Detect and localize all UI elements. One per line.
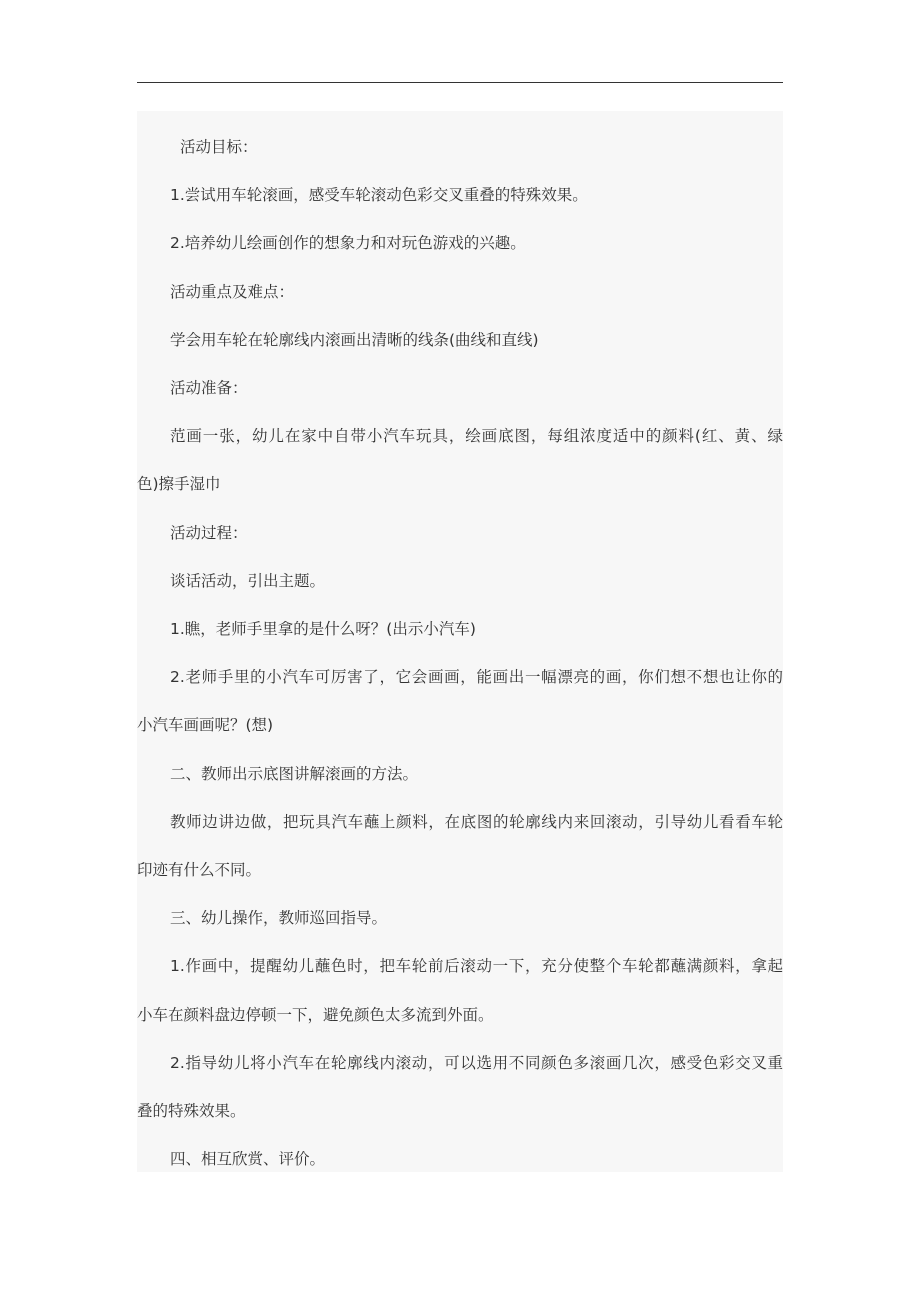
header-rule [137, 82, 783, 83]
preparation-line-2: 色)擦手湿巾 [137, 475, 221, 494]
section-four-heading: 四、相互欣赏、评价。 [170, 1150, 326, 1169]
process-step-2-line-2: 小汽车画画呢？(想) [137, 716, 274, 735]
document-content [137, 123, 783, 1183]
section-two-line-2: 印迹有什么不同。 [137, 861, 262, 880]
preparation-line-1: 范画一张，幼儿在家中自带小汽车玩具，绘画底图，每组浓度适中的颜料(红、黄、绿 [170, 427, 783, 446]
section-two-line-1: 教师边讲边做，把玩具汽车蘸上颜料，在底图的轮廓线内来回滚动，引导幼儿看看车轮 [170, 812, 783, 831]
heading-objectives: 活动目标： [180, 138, 258, 156]
section-two-heading: 二、教师出示底图讲解滚画的方法。 [170, 764, 419, 783]
preparation-text [137, 412, 783, 508]
process-intro: 谈话活动，引出主题。 [170, 571, 326, 590]
section-three-step-1 [137, 942, 783, 1038]
section-three-step-1-line-2: 小车在颜料盘边停顿一下，避免颜色太多流到外面。 [137, 1005, 494, 1024]
document-body [137, 111, 783, 1172]
heading-preparation: 活动准备： [170, 379, 248, 398]
objective-2: 2.培养幼儿绘画创作的想象力和对玩色游戏的兴趣。 [170, 234, 526, 253]
section-three-step-1-line-1: 1.作画中，提醒幼儿蘸色时，把车轮前后滚动一下，充分使整个车轮都蘸满颜料，拿起 [170, 957, 783, 976]
process-step-2 [137, 653, 783, 749]
section-three-heading: 三、幼儿操作，教师巡回指导。 [170, 909, 388, 928]
section-three-step-2-line-2: 叠的特殊效果。 [137, 1102, 246, 1121]
section-three-step-2-line-1: 2.指导幼儿将小汽车在轮廓线内滚动，可以选用不同颜色多滚画几次，感受色彩交叉重 [170, 1053, 783, 1072]
heading-process: 活动过程： [170, 523, 248, 542]
key-point: 学会用车轮在轮廓线内滚画出清晰的线条(曲线和直线) [170, 330, 539, 349]
section-two-text [137, 798, 783, 894]
process-step-2-line-1: 2.老师手里的小汽车可厉害了，它会画画，能画出一幅漂亮的画，你们想不想也让你的 [170, 668, 783, 687]
process-step-1: 1.瞧，老师手里拿的是什么呀？(出示小汽车) [170, 620, 476, 639]
objective-1: 1.尝试用车轮滚画，感受车轮滚动色彩交叉重叠的特殊效果。 [170, 186, 588, 205]
heading-key-points: 活动重点及难点： [170, 282, 295, 301]
section-three-step-2 [137, 1039, 783, 1135]
